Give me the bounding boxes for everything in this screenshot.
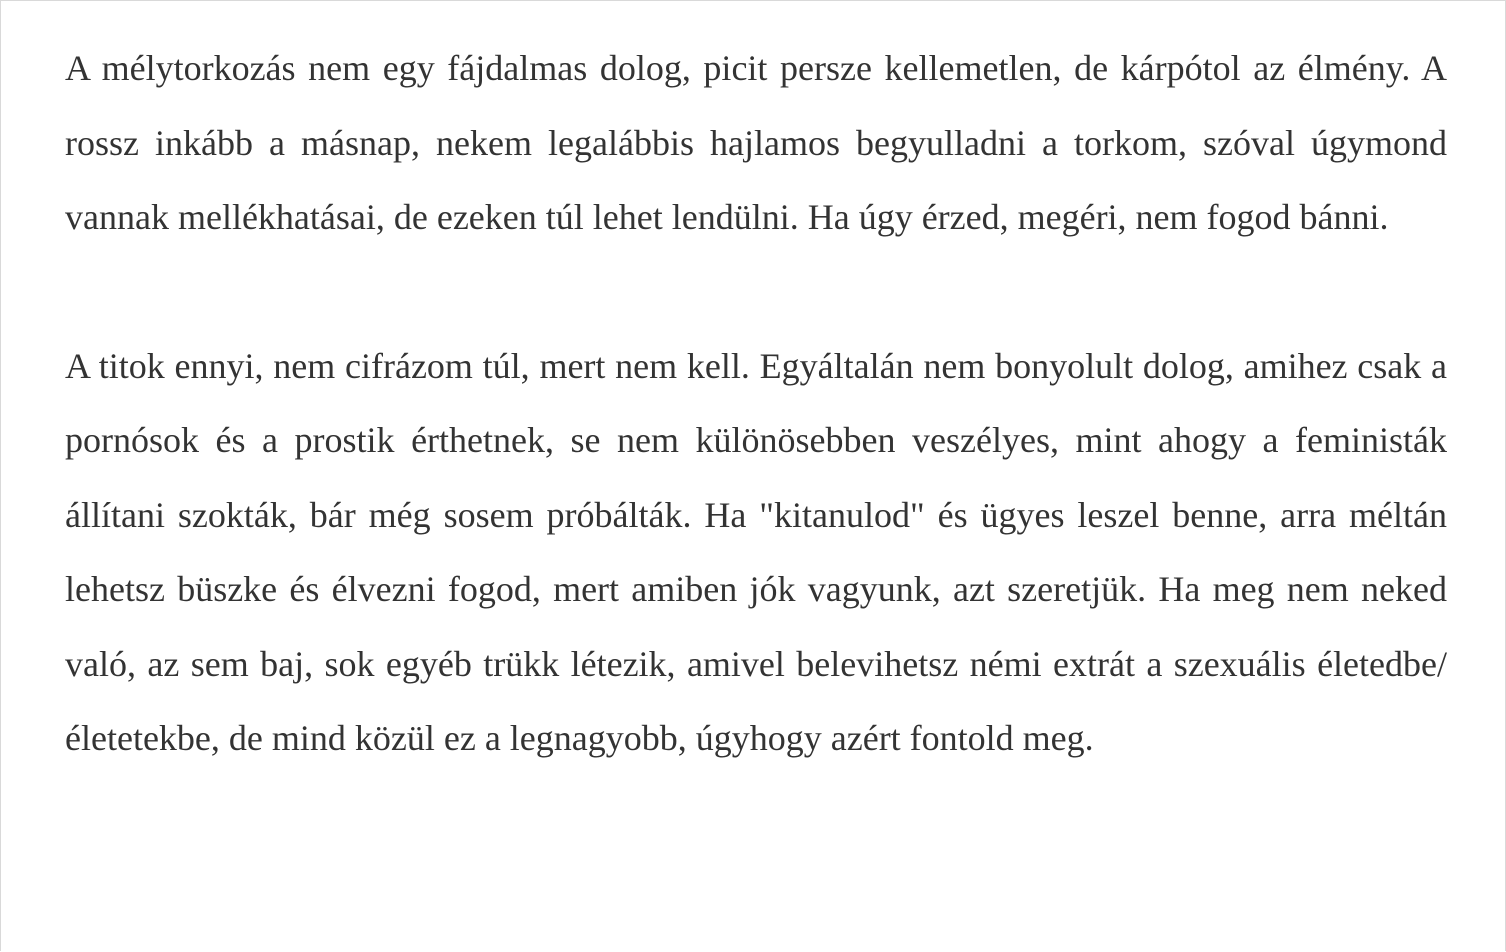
article-paragraph-2: A titok ennyi, nem cifrázom túl, mert nem kell. Egyáltalán nem bonyolult dolog, amihez csak a pornósok és a prostik érthetnek, se nem különösebben veszélyes, mint ahogy a feministák állítani szokták, bár még sosem próbálták. Ha "kitanulod" és ügyes leszel benne, arra méltán lehetsz büszke és élvezni fogod, mert amiben jók vagyunk, azt szeretjük. Ha meg nem neked való, az sem baj, sok egyéb trükk létezik, amivel belevihetsz némi extrát a szexuális életedbe/életetekbe, de mind közül ez a legnagyobb, úgyhogy azért fontold meg. — [65, 345, 1447, 758]
article-body — [65, 31, 1447, 776]
article-paragraph-1: A mélytorkozás nem egy fájdalmas dolog, picit persze kellemetlen, de kárpótol az élmény. A rossz inkább a másnap, nekem legalábbis hajlamos begyulladni a torkom, szóval úgymond vannak mellékhatásai, de ezeken túl lehet lendülni. Ha úgy érzed, megéri, nem fogod bánni. — [65, 48, 1447, 237]
